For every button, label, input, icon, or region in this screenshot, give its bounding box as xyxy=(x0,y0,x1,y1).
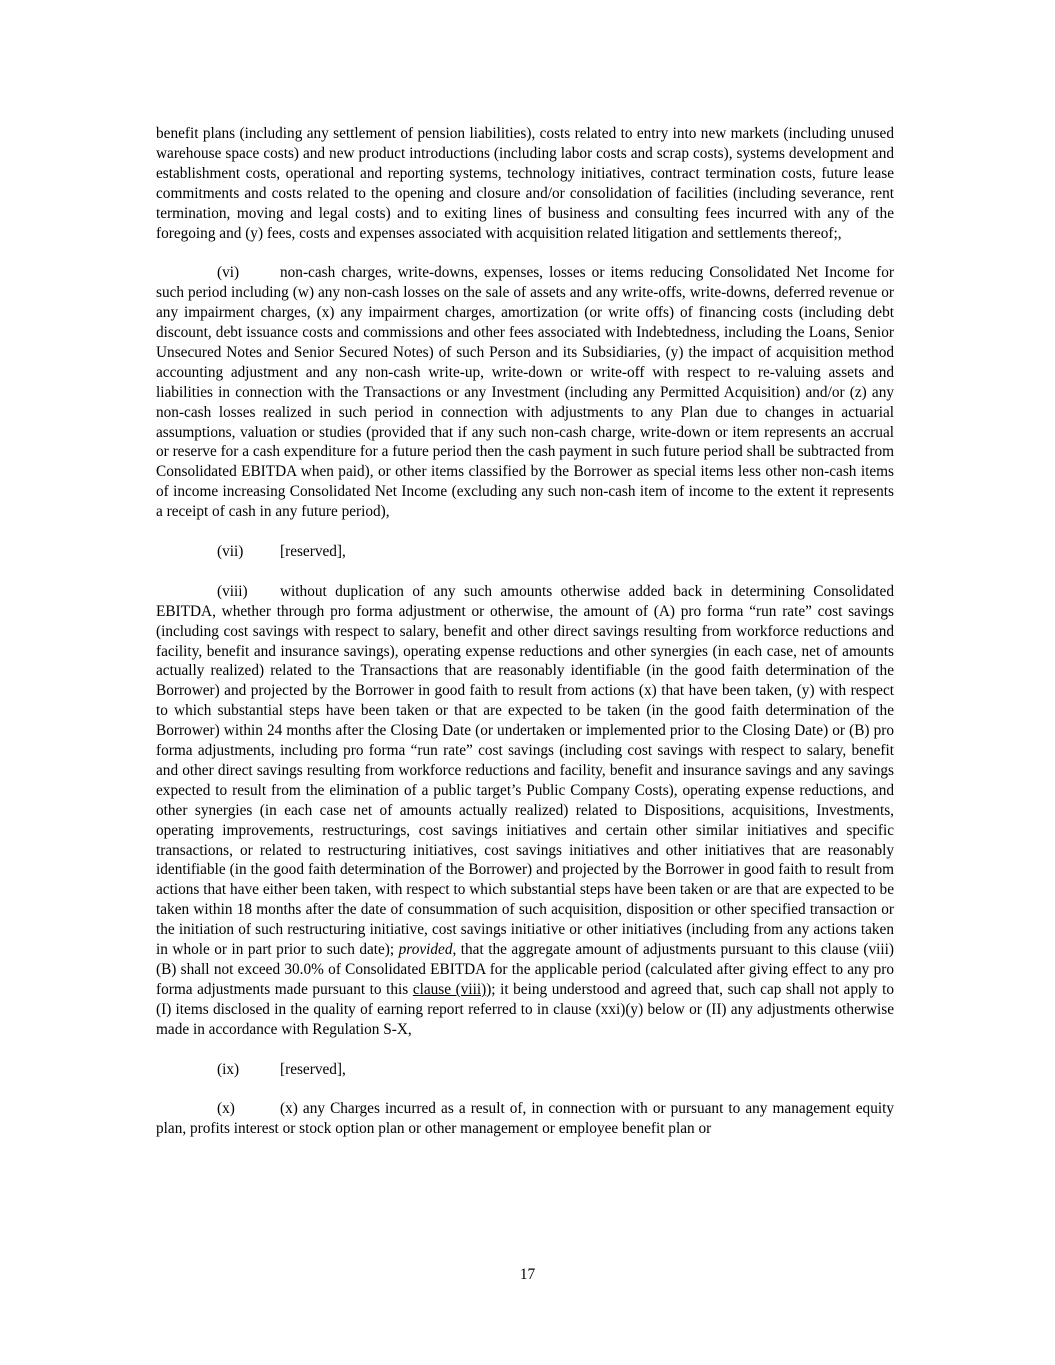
clause-viii-number: (viii) xyxy=(217,582,248,600)
clause-viii-text-part3: ); it being understood and agreed that, such cap shall not apply to (I) items disclosed in the quality of earning report referred to in clause (xxi)(y) below or (II) any adjustments otherwise made in accordance with Regulation S-X, xyxy=(156,980,894,1038)
clause-x-number: (x) xyxy=(217,1100,235,1118)
clause-viii xyxy=(156,582,894,1040)
clause-viii-provided-italic: provided xyxy=(398,941,453,959)
clause-vii xyxy=(156,542,894,562)
document-page xyxy=(156,124,894,1159)
clause-vi-text: non-cash charges, write-downs, expenses, losses or items reducing Consolidated Net Income for such period including (w) any non-cash losses on the sale of assets and any write-offs, write-downs, deferred revenue or any impairment charges, (x) any impairment charges, amortization (or write offs) of financing costs (including debt discount, debt issuance costs and commissions and other fees associated with Indebtedness, including the Loans, Senior Unsecured Notes and Senior Secured Notes) of such Person and its Subsidiaries, (y) the impact of acquisition method accounting adjustment and any non-cash write-up, write-down or write-off with respect to re-valuing assets and liabilities in connection with the Transactions or any Investment (including any Permitted Acquisition) and/or (z) any non-cash losses realized in such period in connection with adjustments to any Plan due to changes in actuarial assumptions, valuation or studies (provided that if any such non-cash charge, write-down or item represents an accrual or reserve for a cash expenditure for a future period then the cash payment in such future period shall be subtracted from Consolidated EBITDA when paid), or other items classified by the Borrower as special items less other non-cash items of income increasing Consolidated Net Income (excluding any such non-cash item of income to the extent it represents a receipt of cash in any future period), xyxy=(156,264,894,521)
paragraph-continuation-text: benefit plans (including any settlement of pension liabilities), costs related to entry into new markets (including unused warehouse space costs) and new product introductions (including labor costs and scrap costs), systems development and establishment costs, operational and reporting systems, technology initiatives, contract termination costs, future lease commitments and costs related to the opening and closure and/or consolidation of facilities (including severance, rent termination, moving and legal costs) and to exiting lines of business and consulting fees incurred with any of the foregoing and (y) fees, costs and expenses associated with acquisition related litigation and settlements thereof;, xyxy=(156,125,894,242)
page-number: 17 xyxy=(519,1266,536,1283)
clause-vi xyxy=(156,263,894,522)
clause-viii-text-part2: , that the aggregate amount of adjustments pursuant to this clause (viii)(B) shall not exceed 30.0% of Consolidated EBITDA for the applicable period (calculated after giving effect to any pro forma adjustments made pursuant to this xyxy=(156,941,894,998)
clause-x-text: (x) any Charges incurred as a result of, in connection with or pursuant to any management equity plan, profits interest or stock option plan or other management or employee benefit plan or xyxy=(156,1100,894,1138)
clause-vii-number: (vii) xyxy=(217,543,244,560)
clause-vi-number: (vi) xyxy=(217,264,240,282)
clause-vii-text: [reserved], xyxy=(280,543,346,560)
clause-viii-text-part1: without duplication of any such amounts otherwise added back in determining Consolidated EBITDA, whether through pro forma adjustment or otherwise, the amount of (A) pro forma “run rate” cost savings (including cost savings with respect to salary, benefit and other direct savings resulting from workforce reductions and facility, benefit and insurance savings), operating expense reductions and other synergies (in each case, net of amounts actually realized) related to the Transactions that are reasonably identifiable (in the good faith determination of the Borrower) and projected by the Borrower in good faith to result from actions (x) that have been taken, (y) with respect to which substantial steps have been taken or that are expected to be taken (in the good faith determination of the Borrower) within 24 months after the Closing Date (or undertaken or implemented prior to the Closing Date) or (B) pro forma adjustments, including pro forma “run rate” cost savings (including cost savings with respect to salary, benefit and other direct savings resulting from workforce reductions and facility, benefit and insurance savings and any savings expected to result from the elimination of a public target’s Public Company Costs), operating expense reductions, and other synergies (in each case net of amounts actually realized) related to Dispositions, acquisitions, Investments, operating improvements, restructurings, cost savings initiatives and certain other similar initiatives and specific transactions, or related to restructuring initiatives, cost savings initiatives and other initiatives that are reasonably identifiable (in the good faith determination of the Borrower) and projected by the Borrower in good faith to result from actions that have either been taken, with respect to which substantial steps have been taken or are that are expected to be taken within 18 months after the date of consummation of such acquisition, disposition or other specified transaction or the initiation of such restructuring initiative, cost savings initiative or other initiatives (including from any actions taken in whole or in part prior to such date); xyxy=(156,582,894,959)
paragraph-continuation xyxy=(156,124,894,243)
clause-ix-text: [reserved], xyxy=(280,1060,346,1078)
clause-viii-underlined-reference: clause (viii) xyxy=(412,980,487,998)
clause-ix xyxy=(156,1060,894,1080)
clause-ix-number: (ix) xyxy=(217,1060,240,1078)
clause-x xyxy=(156,1099,894,1139)
